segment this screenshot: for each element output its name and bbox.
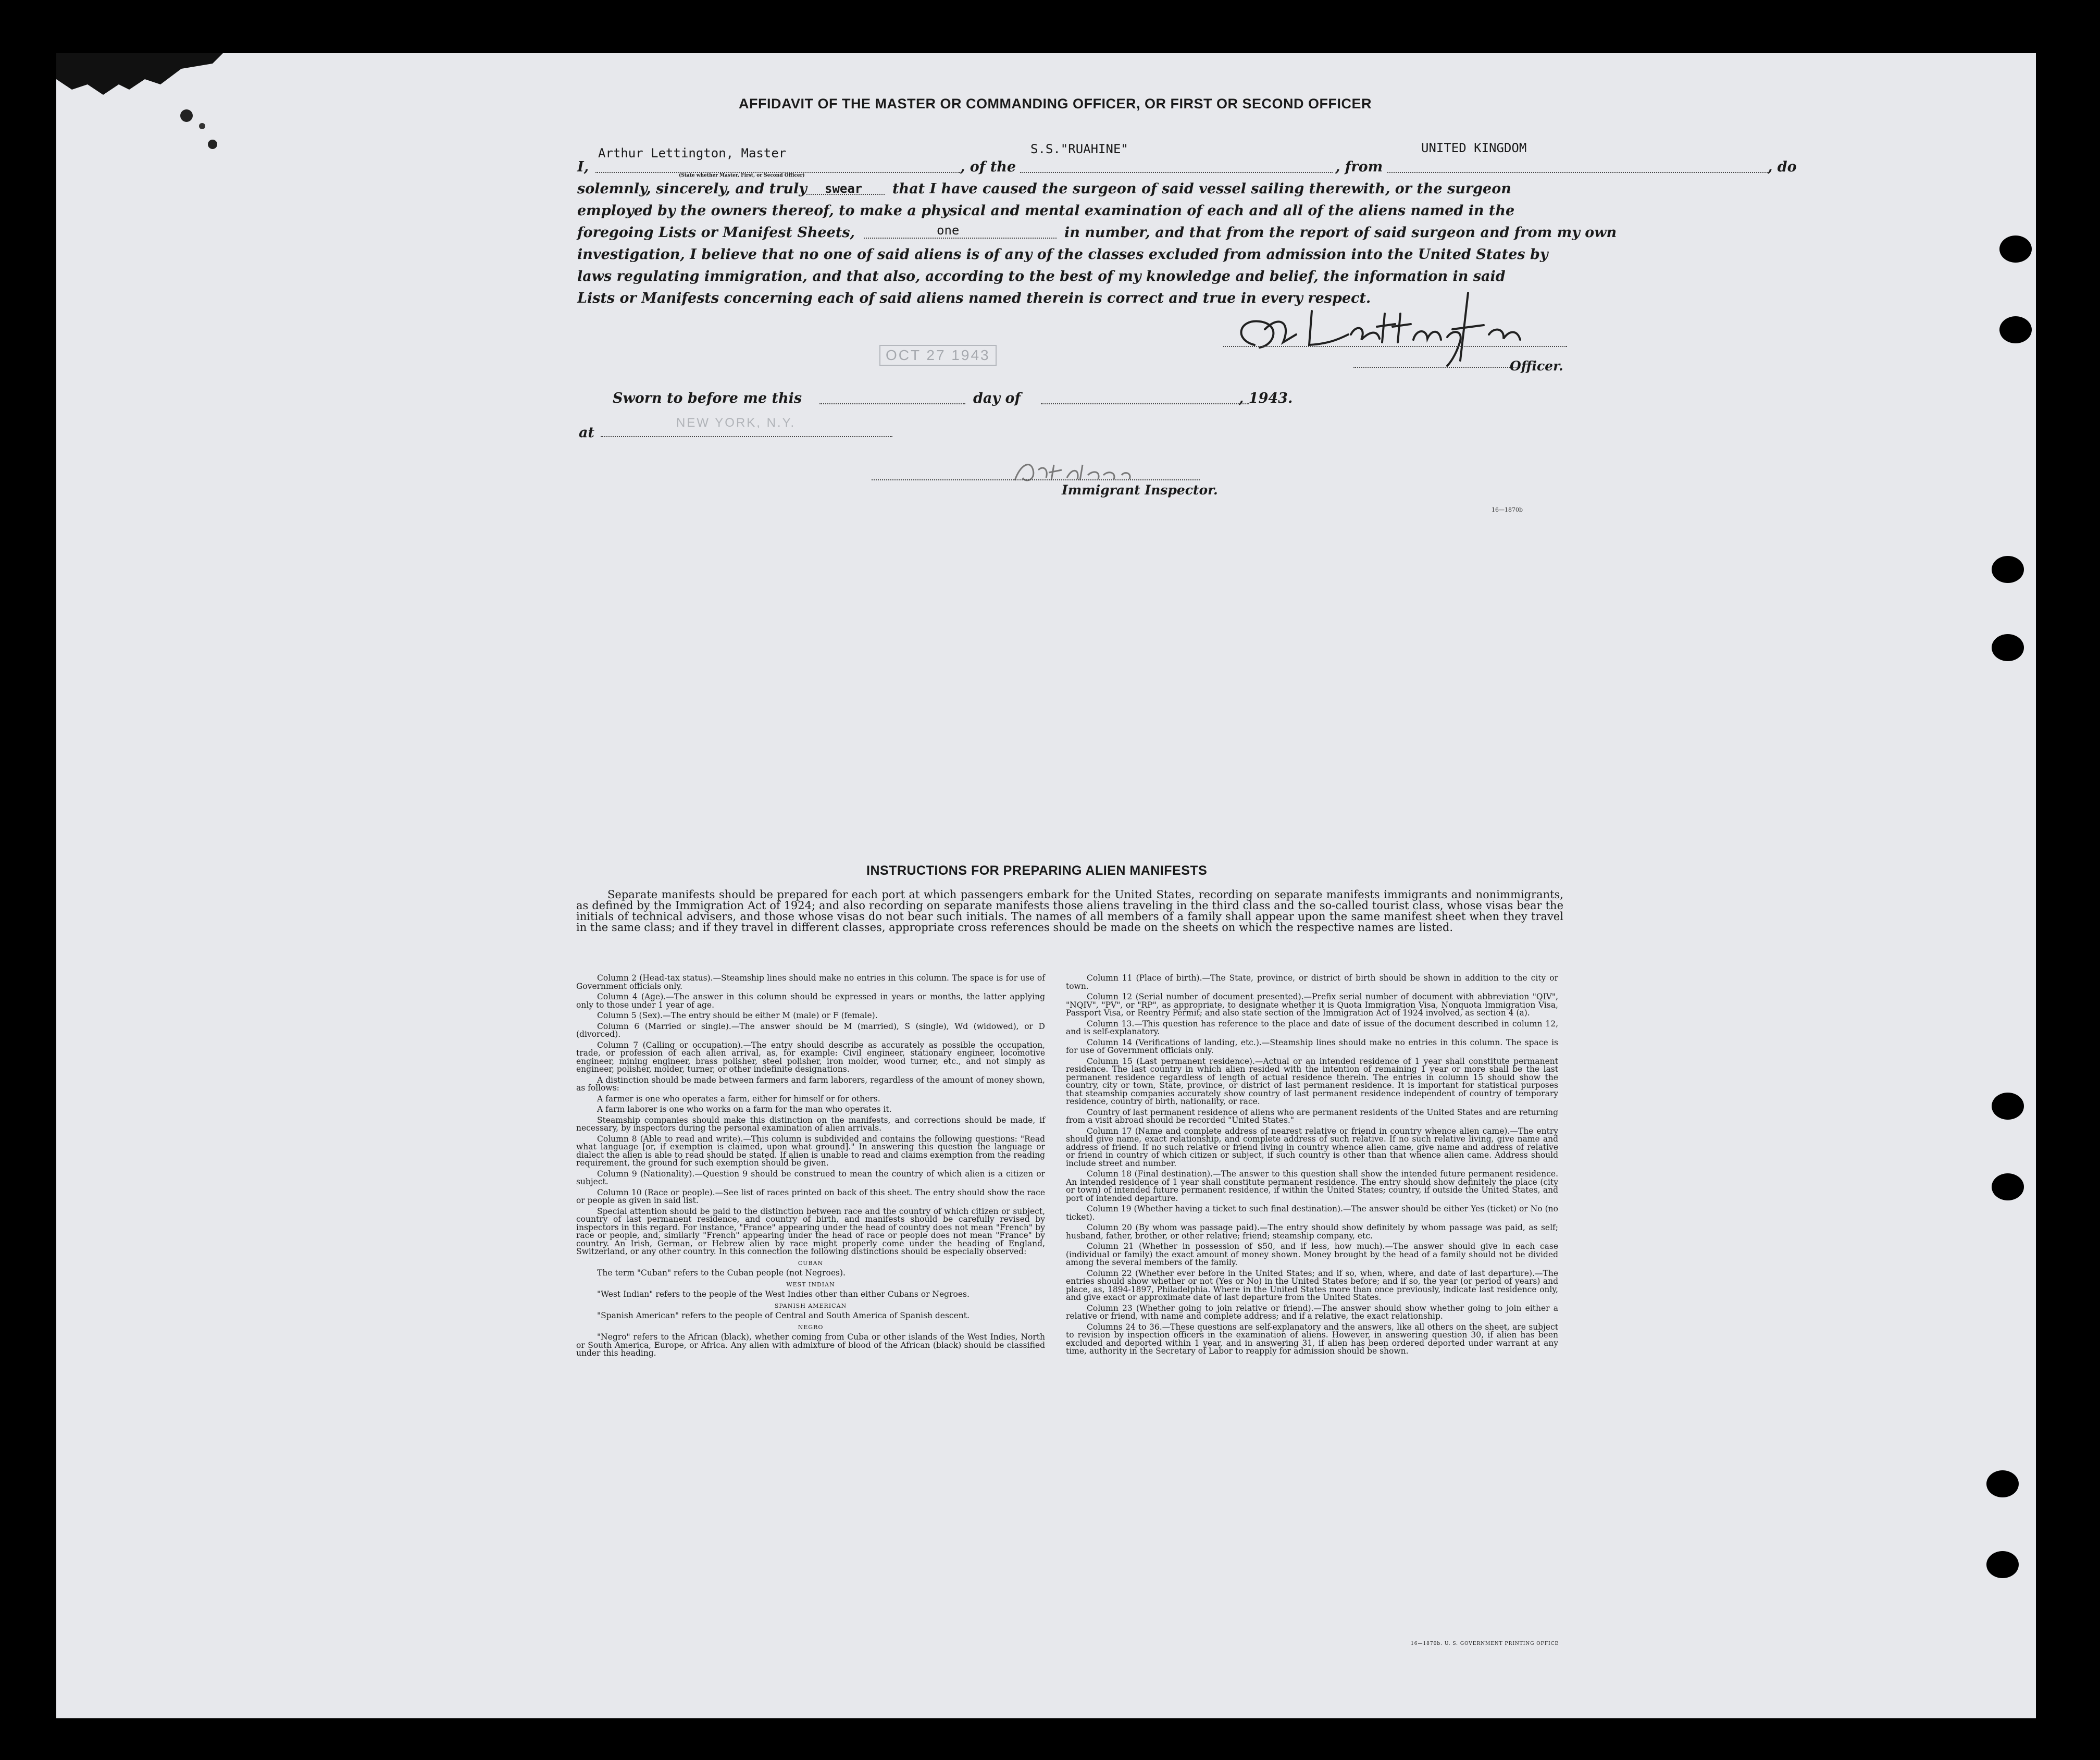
affidavit-line-5: investigation, I believe that no one of said aliens is of any of the classes excluded from admission into the United States by (577, 246, 1548, 263)
port-field-line (1387, 172, 1768, 173)
punch-hole (1986, 1551, 2019, 1578)
at-place-line (601, 436, 892, 437)
instructions-intro: Separate manifests should be prepared for each port at which passengers embark for the United States, recording on separate manifests immigrants and nonimmigrants, as defined by the Immigration Act of 1924; and also recording on separate manifests those aliens traveling in the third class and the so-called tourist class, whose visas bear the initials of technical advisers, and those whose visas do not bear such initials. The names of all members of a family shall appear upon the same manifest sheet when they travel in the same class; and if they travel in different classes, appropriate cross references should be made on the sheets on which the respective names are listed. (576, 888, 1563, 934)
punch-hole (1986, 1470, 2019, 1497)
cuban-definition: The term "Cuban" refers to the Cuban people (not Negroes). (597, 1268, 846, 1278)
column-10-note: Column 10 (Race or people).—See list of races printed on back of this sheet. The entry should show the race or people as given in said list. (576, 1187, 1045, 1205)
cuban-heading: CUBAN (798, 1259, 824, 1267)
affidavit-line-2a: solemnly, sincerely, and truly (577, 181, 807, 197)
affidavit-of-the: , of the (960, 159, 1016, 175)
farmer-definition: A farmer is one who operates a farm, either for himself or for others. (597, 1094, 880, 1104)
column-13-note: Column 13.—This question has reference to the place and date of issue of the document described in column 12, and is self-explanatory. (1066, 1019, 1558, 1036)
at-label: at (579, 425, 594, 441)
affidavit-line-2b: that I have caused the surgeon of said vessel sailing therewith, or the surgeon (892, 181, 1511, 197)
column-11-note: Column 11 (Place of birth).—The State, province, or district of birth should be shown in addition to the city or town. (1066, 973, 1558, 991)
instructions-right-column (1066, 974, 1558, 1358)
place-stamp: NEW YORK, N.Y. (676, 416, 796, 430)
column-22-note: Column 22 (Whether ever before in the United States; and if so, when, where, and date of last departure).—The entries should show whether or not (Yes or No) in the United States before; and if so, the year (or period of years) and place, as, 1894-1897, Philadelphia. Where in the United States more than once previously, indicate last residence only, and give exact or approximate date of last departure from the United States. (1066, 1268, 1558, 1302)
inspection-date-stamp: OCT 27 1943 (879, 345, 997, 366)
affidavit-line-4b: in number, and that from the report of said surgeon and from my own (1064, 225, 1617, 241)
column-5-note: Column 5 (Sex).—The entry should be either M (male) or F (female). (597, 1011, 878, 1020)
instructions-title: INSTRUCTIONS FOR PREPARING ALIEN MANIFESTS (866, 863, 1208, 878)
document-page (56, 53, 2036, 1718)
port-field: UNITED KINGDOM (1421, 141, 1527, 155)
affidavit-do: , do (1768, 159, 1797, 175)
column-8-note: Column 8 (Able to read and write).—This column is subdivided and contains the following questions: "Read what language [or, if exemption is claimed, upon what ground]." In answering this question the language or dialect the alien is able to read should be stated. If alien is unable to read and claims exemption from the reading requirement, the ground for such exemption should be given. (576, 1134, 1045, 1168)
columns-24-36-note: Columns 24 to 36.—These questions are self-explanatory and the answers, like all others on the sheet, are subject to revision by inspection officers in the examination of aliens. However, in answering question 30, if alien has been excluded and deported within 1 year, and in answering 31, if alien has been ordered deported under warrant at any time, authority in the Secretary of Labor to reapply for admission should be shown. (1066, 1322, 1558, 1356)
printing-office-code: 16—1870b. U. S. GOVERNMENT PRINTING OFFICE (1411, 1641, 1559, 1646)
vessel-name-field: S.S."RUAHINE" (1030, 142, 1128, 156)
affidavit-i: I, (577, 159, 589, 175)
spanish-american-definition: "Spanish American" refers to the people of Central and South America of Spanish descent. (597, 1311, 970, 1320)
sworn-label: Sworn to before me this (613, 390, 802, 406)
inspector-label: Immigrant Inspector. (1062, 482, 1218, 498)
column-7-note: Column 7 (Calling or occupation).—The entry should describe as accurately as possible the occupation, trade, or profession of each alien arrival, as, for example: Civil engineer, stationary engineer, locomotive engineer, mining engineer, brass polisher, steel polisher, iron molder, wood turner, etc., and not simply as engineer, polisher, molder, turner, or other indefinite designations. (576, 1040, 1045, 1074)
master-name-field: Arthur Lettington, Master (598, 146, 787, 160)
sworn-day-line (819, 403, 965, 404)
oath-field: swear (825, 181, 863, 196)
column-15-note: Column 15 (Last permanent residence).—Actual or an intended residence of 1 year shall constitute permanent residence. The last country in which alien resided with the intention of remaining 1 year or more shall be the last permanent residence regardless of length of actual residence therein. The entries in column 15 should show the country, city or town, State, province, or district of last permanent residence. It is important for statistical purposes that steamship companies accurately show country of last permanent residence independent of country of temporary residence, country of birth, nationality, or race. (1066, 1056, 1558, 1106)
column-12-note: Column 12 (Serial number of document presented).—Prefix serial number of document with abbreviation "QIV", "NQIV", "PV", or "RP", as appropriate, to designate whether it is Quota Immigration Visa, Nonquota Immigration Visa, Passport Visa, or Reentry Permit; and also state section of the Immigration Act of 1924 involved, as section 4 (a). (1066, 992, 1558, 1018)
us-residence-note: Country of last permanent residence of aliens who are permanent residents of the United States and are returning from a visit abroad should be recorded "United States." (1066, 1107, 1558, 1125)
column-6-note: Column 6 (Married or single).—The answer should be M (married), S (single), Wd (widowed), or D (divorced). (576, 1021, 1045, 1039)
officer-signature-line (1223, 346, 1567, 347)
punch-hole (1992, 556, 2024, 583)
column-21-note: Column 21 (Whether in possession of $50, and if less, how much).—The answer should give in each case (individual or family) the exact amount of money shown. Money brought by the head of a family should not be divided among the several members of the family. (1066, 1242, 1558, 1267)
column-2-note: Column 2 (Head-tax status).—Steamship lines should make no entries in this column. The space is for use of Government officials only. (576, 973, 1045, 991)
scan-smudge (56, 53, 223, 152)
affidavit-line-7: Lists or Manifests concerning each of said aliens named therein is correct and true in every respect. (577, 290, 1371, 306)
negro-heading: NEGRO (798, 1323, 824, 1331)
sheets-count-field: one (937, 223, 960, 238)
affidavit-from: , from (1335, 159, 1383, 175)
column-23-note: Column 23 (Whether going to join relative or friend).—The answer should show whether going to join either a relative or friend, with name and complete address; and if a relative, the exact relationship. (1066, 1303, 1558, 1321)
farmer-distinction-note: A distinction should be made between farmers and farm laborers, regardless of the amount of money shown, as follows: (576, 1075, 1045, 1093)
column-19-note: Column 19 (Whether having a ticket to such final destination).—The answer should be either Yes (ticket) or No (no ticket). (1066, 1204, 1558, 1222)
officer-label: Officer. (1510, 358, 1563, 374)
column-9-note: Column 9 (Nationality).—Question 9 should be construed to mean the country of which alien is a citizen or subject. (576, 1169, 1045, 1186)
column-4-note: Column 4 (Age).—The answer in this column should be expressed in years or months, the latter applying only to those under 1 year of age. (576, 992, 1045, 1010)
affidavit-line-4a: foregoing Lists or Manifest Sheets, (577, 225, 855, 241)
sworn-day-of: day of (973, 390, 1021, 406)
affidavit-line-6: laws regulating immigration, and that also, according to the best of my knowledge and belief, the information in said (577, 268, 1506, 284)
form-code: 16—1870b (1492, 506, 1523, 513)
column-18-note: Column 18 (Final destination).—The answer to this question shall show the intended future permanent residence. An intended residence of 1 year shall constitute permanent residence. The entry should show definitely the place (city or town) of intended future permanent residence, if within the United States; country, if outside the United States, and port of intended departure. (1066, 1169, 1558, 1203)
column-17-note: Column 17 (Name and complete address of nearest relative or friend in country whence alien came).—The entry should give name, exact relationship, and complete address of such relative. If no such relative living, give name and address of friend. If no such relative or friend living in country whence alien came, give name and address of relative or friend in country of which citizen or subject, if such country is other than that whence alien came. Address should include street and number. (1066, 1126, 1558, 1168)
officer-line (1353, 367, 1520, 368)
vessel-field-line (1020, 172, 1333, 173)
west-indian-heading: WEST INDIAN (786, 1281, 835, 1288)
affidavit-title: AFFIDAVIT OF THE MASTER OR COMMANDING OFFICER, OR FIRST OR SECOND OFFICER (739, 96, 1372, 111)
scan-border-top (0, 0, 2100, 53)
affidavit-line-3: employed by the owners thereof, to make a physical and mental examination of each and all of the aliens named in the (577, 203, 1515, 219)
sworn-month-line (1041, 403, 1249, 404)
punch-hole (1992, 1093, 2024, 1120)
punch-hole (1992, 1173, 2024, 1200)
punch-hole (1999, 316, 2032, 343)
punch-hole (1999, 236, 2032, 263)
sheets-field-line (864, 238, 1057, 239)
column-14-note: Column 14 (Verifications of landing, etc.).—Steamship lines should make no entries in this column. The space is for use of Government officials only. (1066, 1037, 1558, 1055)
sworn-year: , 1943. (1239, 390, 1293, 406)
instructions-left-column (576, 974, 1045, 1360)
punch-hole (1992, 634, 2024, 661)
steamship-distinction-note: Steamship companies should make this distinction on the manifests, and corrections should be made, if necessary, by inspectors during the personal examination of alien arrivals. (576, 1115, 1045, 1133)
race-country-note: Special attention should be paid to the distinction between race and the country of which citizen or subject, country of last permanent residence, and country of birth, and manifests should be carefully revised by inspectors in this regard. For instance, "France" appearing under the head of country does not mean "French" by race or people, and, similarly "French" appearing under the head of race or people does not mean "France" by country. An Irish, German, or Hebrew alien by race might properly come under the heading of England, Switzerland, or any other country. In this connection the following distinctions should be especially observed: (576, 1206, 1045, 1256)
farm-laborer-definition: A farm laborer is one who works on a farm for the man who operates it. (597, 1105, 892, 1114)
column-20-note: Column 20 (By whom was passage paid).—The entry should show definitely by whom passage was paid, as self; husband, father, brother, or other relative; friend; steamship company, etc. (1066, 1223, 1558, 1241)
west-indian-definition: "West Indian" refers to the people of the West Indies other than either Cubans or Negroes. (597, 1290, 970, 1299)
negro-definition: "Negro" refers to the African (black), whether coming from Cuba or other islands of the West Indies, North or South America, Europe, or Africa. Any alien with admixture of blood of the African (black) should be classified under this heading. (576, 1332, 1045, 1358)
state-whether-note: (State whether Master, First, or Second Officer) (679, 173, 805, 178)
spanish-american-heading: SPANISH AMERICAN (774, 1302, 847, 1309)
